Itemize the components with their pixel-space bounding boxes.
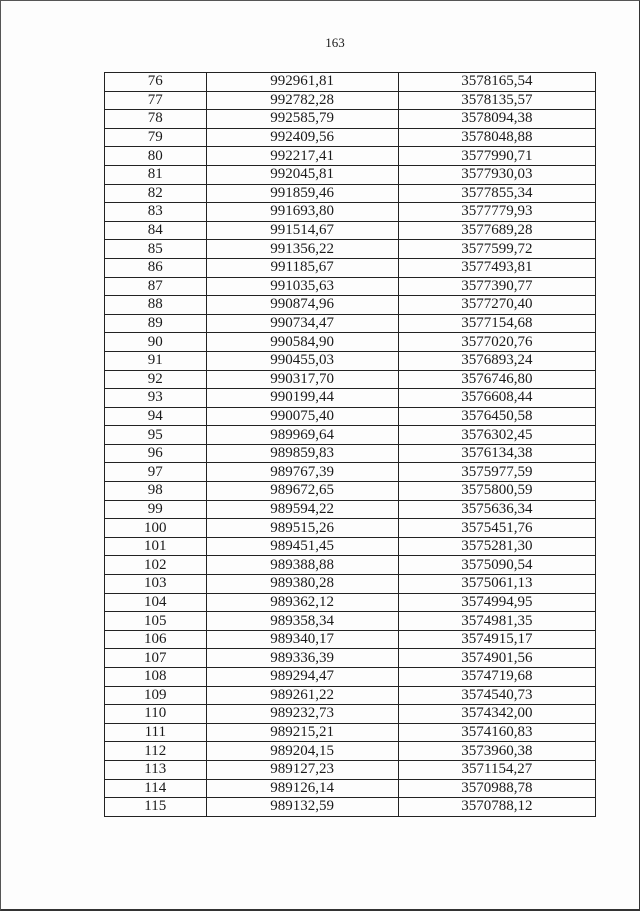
table-row [105,240,596,259]
x-coordinate-cell: 991514,67 [206,221,398,240]
point-number-cell: 89 [105,314,207,333]
table-row [105,389,596,408]
y-coordinate-cell: 3574901,56 [398,649,595,668]
point-number-cell: 94 [105,407,207,426]
table-row [105,556,596,575]
table-body [105,73,596,817]
x-coordinate-cell: 989215,21 [206,723,398,742]
table-row [105,444,596,463]
x-coordinate-cell: 992217,41 [206,147,398,166]
point-number-cell: 102 [105,556,207,575]
point-number-cell: 95 [105,426,207,445]
x-coordinate-cell: 992045,81 [206,165,398,184]
x-coordinate-cell: 989294,47 [206,668,398,687]
y-coordinate-cell: 3576893,24 [398,351,595,370]
page-number: 163 [325,35,345,50]
y-coordinate-cell: 3577990,71 [398,147,595,166]
point-number-cell: 105 [105,612,207,631]
table-row [105,668,596,687]
point-number-cell: 113 [105,760,207,779]
y-coordinate-cell: 3574342,00 [398,705,595,724]
x-coordinate-cell: 989594,22 [206,500,398,519]
point-number-cell: 93 [105,389,207,408]
point-number-cell: 84 [105,221,207,240]
y-coordinate-cell: 3575636,34 [398,500,595,519]
point-number-cell: 109 [105,686,207,705]
y-coordinate-cell: 3577930,03 [398,165,595,184]
x-coordinate-cell: 990874,96 [206,296,398,315]
point-number-cell: 91 [105,351,207,370]
x-coordinate-cell: 992961,81 [206,73,398,92]
y-coordinate-cell: 3576450,58 [398,407,595,426]
y-coordinate-cell: 3576608,44 [398,389,595,408]
table-row [105,686,596,705]
x-coordinate-cell: 989380,28 [206,575,398,594]
point-number-cell: 115 [105,798,207,817]
table-row [105,407,596,426]
x-coordinate-cell: 991859,46 [206,184,398,203]
y-coordinate-cell: 3577020,76 [398,333,595,352]
point-number-cell: 104 [105,593,207,612]
table-row [105,798,596,817]
table-row [105,649,596,668]
point-number-cell: 76 [105,73,207,92]
point-number-cell: 106 [105,630,207,649]
y-coordinate-cell: 3574915,17 [398,630,595,649]
y-coordinate-cell: 3570988,78 [398,779,595,798]
table-row [105,426,596,445]
table-row [105,203,596,222]
x-coordinate-cell: 992782,28 [206,91,398,110]
x-coordinate-cell: 991356,22 [206,240,398,259]
x-coordinate-cell: 991035,63 [206,277,398,296]
y-coordinate-cell: 3574994,95 [398,593,595,612]
point-number-cell: 81 [105,165,207,184]
table-row [105,147,596,166]
x-coordinate-cell: 989336,39 [206,649,398,668]
y-coordinate-cell: 3576302,45 [398,426,595,445]
x-coordinate-cell: 990455,03 [206,351,398,370]
y-coordinate-cell: 3575090,54 [398,556,595,575]
x-coordinate-cell: 989388,88 [206,556,398,575]
x-coordinate-cell: 989126,14 [206,779,398,798]
y-coordinate-cell: 3576746,80 [398,370,595,389]
y-coordinate-cell: 3575977,59 [398,463,595,482]
y-coordinate-cell: 3577855,34 [398,184,595,203]
x-coordinate-cell: 989132,59 [206,798,398,817]
y-coordinate-cell: 3578135,57 [398,91,595,110]
y-coordinate-cell: 3578094,38 [398,110,595,129]
x-coordinate-cell: 989672,65 [206,482,398,501]
point-number-cell: 111 [105,723,207,742]
table-row [105,779,596,798]
table-row [105,221,596,240]
point-number-cell: 86 [105,258,207,277]
point-number-cell: 114 [105,779,207,798]
y-coordinate-cell: 3574719,68 [398,668,595,687]
point-number-cell: 90 [105,333,207,352]
x-coordinate-cell: 989515,26 [206,519,398,538]
y-coordinate-cell: 3575800,59 [398,482,595,501]
table-row [105,128,596,147]
point-number-cell: 110 [105,705,207,724]
x-coordinate-cell: 989204,15 [206,742,398,761]
table-row [105,165,596,184]
point-number-cell: 80 [105,147,207,166]
x-coordinate-cell: 989362,12 [206,593,398,612]
y-coordinate-cell: 3574981,35 [398,612,595,631]
point-number-cell: 100 [105,519,207,538]
point-number-cell: 82 [105,184,207,203]
point-number-cell: 103 [105,575,207,594]
table-row [105,370,596,389]
x-coordinate-cell: 989451,45 [206,537,398,556]
y-coordinate-cell: 3570788,12 [398,798,595,817]
y-coordinate-cell: 3577390,77 [398,277,595,296]
x-coordinate-cell: 990317,70 [206,370,398,389]
point-number-cell: 96 [105,444,207,463]
table-row [105,463,596,482]
table-row [105,314,596,333]
y-coordinate-cell: 3575451,76 [398,519,595,538]
point-number-cell: 77 [105,91,207,110]
table-row [105,296,596,315]
y-coordinate-cell: 3577154,68 [398,314,595,333]
table-row [105,91,596,110]
table-row [105,333,596,352]
y-coordinate-cell: 3574540,73 [398,686,595,705]
point-number-cell: 101 [105,537,207,556]
x-coordinate-cell: 992585,79 [206,110,398,129]
point-number-cell: 98 [105,482,207,501]
x-coordinate-cell: 989767,39 [206,463,398,482]
x-coordinate-cell: 990584,90 [206,333,398,352]
table-row [105,760,596,779]
point-number-cell: 108 [105,668,207,687]
y-coordinate-cell: 3577599,72 [398,240,595,259]
coordinates-table [104,72,596,817]
point-number-cell: 88 [105,296,207,315]
x-coordinate-cell: 989969,64 [206,426,398,445]
table-row [105,258,596,277]
point-number-cell: 85 [105,240,207,259]
table-row [105,482,596,501]
x-coordinate-cell: 989358,34 [206,612,398,631]
x-coordinate-cell: 991693,80 [206,203,398,222]
x-coordinate-cell: 991185,67 [206,258,398,277]
table-row [105,612,596,631]
point-number-cell: 112 [105,742,207,761]
table-row [105,705,596,724]
y-coordinate-cell: 3578048,88 [398,128,595,147]
y-coordinate-cell: 3573960,38 [398,742,595,761]
point-number-cell: 99 [105,500,207,519]
x-coordinate-cell: 989261,22 [206,686,398,705]
table-row [105,742,596,761]
table-row [105,593,596,612]
point-number-cell: 92 [105,370,207,389]
table-row [105,630,596,649]
table-row [105,723,596,742]
y-coordinate-cell: 3571154,27 [398,760,595,779]
table-row [105,575,596,594]
x-coordinate-cell: 989232,73 [206,705,398,724]
point-number-cell: 83 [105,203,207,222]
x-coordinate-cell: 990734,47 [206,314,398,333]
x-coordinate-cell: 992409,56 [206,128,398,147]
y-coordinate-cell: 3575281,30 [398,537,595,556]
point-number-cell: 87 [105,277,207,296]
table-row [105,110,596,129]
table-row [105,277,596,296]
x-coordinate-cell: 989340,17 [206,630,398,649]
table-row [105,500,596,519]
table-row [105,519,596,538]
y-coordinate-cell: 3575061,13 [398,575,595,594]
point-number-cell: 79 [105,128,207,147]
y-coordinate-cell: 3578165,54 [398,73,595,92]
x-coordinate-cell: 989859,83 [206,444,398,463]
x-coordinate-cell: 990199,44 [206,389,398,408]
point-number-cell: 97 [105,463,207,482]
point-number-cell: 78 [105,110,207,129]
y-coordinate-cell: 3577270,40 [398,296,595,315]
y-coordinate-cell: 3577779,93 [398,203,595,222]
y-coordinate-cell: 3576134,38 [398,444,595,463]
y-coordinate-cell: 3577689,28 [398,221,595,240]
point-number-cell: 107 [105,649,207,668]
y-coordinate-cell: 3574160,83 [398,723,595,742]
table-row [105,184,596,203]
table-row [105,537,596,556]
table-row [105,73,596,92]
table-row [105,351,596,370]
x-coordinate-cell: 990075,40 [206,407,398,426]
y-coordinate-cell: 3577493,81 [398,258,595,277]
x-coordinate-cell: 989127,23 [206,760,398,779]
